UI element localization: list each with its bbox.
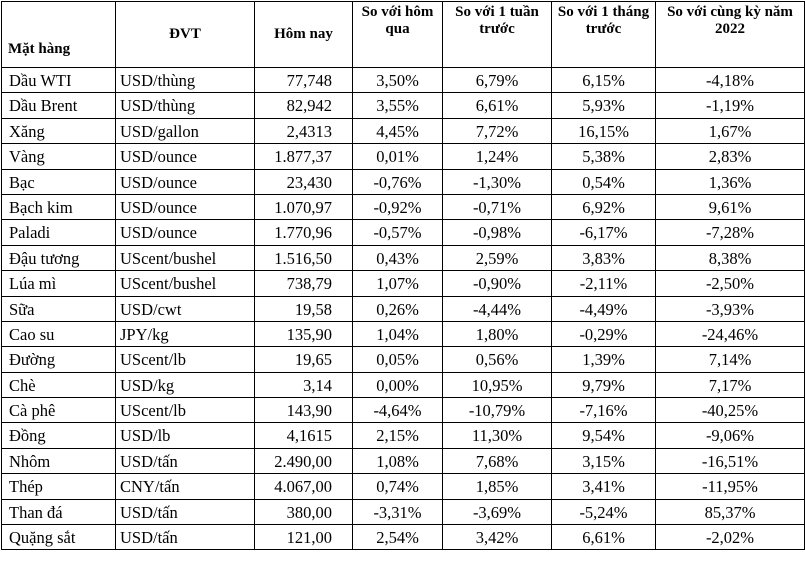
table-body — [2, 68, 805, 550]
cell-vs-yesterday: 2,15% — [353, 423, 443, 448]
cell-vs-yesterday: 0,01% — [353, 144, 443, 169]
cell-vs-year: 7,17% — [656, 372, 805, 397]
cell-item: Lúa mì — [2, 271, 116, 296]
cell-unit: UScent/bushel — [116, 271, 255, 296]
table-row — [2, 169, 805, 194]
cell-vs-week: 7,72% — [443, 118, 552, 143]
cell-item: Chè — [2, 372, 116, 397]
cell-vs-week: 0,56% — [443, 347, 552, 372]
cell-item: Vàng — [2, 144, 116, 169]
cell-vs-week: 1,85% — [443, 474, 552, 499]
cell-item: Đậu tương — [2, 245, 116, 270]
table-row — [2, 474, 805, 499]
table-row — [2, 144, 805, 169]
cell-vs-year: -11,95% — [656, 474, 805, 499]
cell-unit: USD/cwt — [116, 296, 255, 321]
cell-vs-year: 9,61% — [656, 194, 805, 219]
cell-item: Đồng — [2, 423, 116, 448]
cell-today: 4,1615 — [255, 423, 353, 448]
cell-vs-year: -9,06% — [656, 423, 805, 448]
cell-vs-week: -0,90% — [443, 271, 552, 296]
table-row — [2, 194, 805, 219]
cell-today: 380,00 — [255, 499, 353, 524]
cell-today: 77,748 — [255, 68, 353, 93]
cell-vs-month: 3,41% — [552, 474, 656, 499]
table-row — [2, 499, 805, 524]
cell-today: 2,4313 — [255, 118, 353, 143]
cell-vs-year: -4,18% — [656, 68, 805, 93]
cell-vs-week: 6,61% — [443, 93, 552, 118]
cell-vs-yesterday: -0,76% — [353, 169, 443, 194]
cell-unit: JPY/kg — [116, 321, 255, 346]
table-row — [2, 347, 805, 372]
header-today: Hôm nay — [255, 2, 353, 68]
cell-today: 3,14 — [255, 372, 353, 397]
cell-vs-week: 1,24% — [443, 144, 552, 169]
cell-unit: USD/ounce — [116, 169, 255, 194]
cell-vs-year: -24,46% — [656, 321, 805, 346]
cell-item: Thép — [2, 474, 116, 499]
cell-vs-yesterday: -0,92% — [353, 194, 443, 219]
cell-item: Than đá — [2, 499, 116, 524]
cell-item: Dầu WTI — [2, 68, 116, 93]
table-row — [2, 271, 805, 296]
cell-vs-year: -7,28% — [656, 220, 805, 245]
cell-today: 4.067,00 — [255, 474, 353, 499]
header-item: Mặt hàng — [2, 2, 116, 68]
cell-vs-month: 3,83% — [552, 245, 656, 270]
cell-unit: UScent/lb — [116, 347, 255, 372]
cell-vs-month: 5,38% — [552, 144, 656, 169]
cell-vs-month: -5,24% — [552, 499, 656, 524]
cell-item: Đường — [2, 347, 116, 372]
cell-vs-week: 7,68% — [443, 448, 552, 473]
cell-vs-month: -7,16% — [552, 398, 656, 423]
cell-vs-week: -10,79% — [443, 398, 552, 423]
table-row — [2, 372, 805, 397]
cell-unit: USD/ounce — [116, 144, 255, 169]
cell-vs-yesterday: -0,57% — [353, 220, 443, 245]
cell-item: Nhôm — [2, 448, 116, 473]
table-row — [2, 296, 805, 321]
cell-vs-yesterday: 0,26% — [353, 296, 443, 321]
cell-today: 121,00 — [255, 525, 353, 550]
cell-today: 1.070,97 — [255, 194, 353, 219]
cell-vs-yesterday: 1,04% — [353, 321, 443, 346]
table-row — [2, 245, 805, 270]
cell-vs-yesterday: 3,50% — [353, 68, 443, 93]
table-row — [2, 321, 805, 346]
cell-vs-yesterday: 0,05% — [353, 347, 443, 372]
cell-vs-month: 1,39% — [552, 347, 656, 372]
cell-vs-month: 9,79% — [552, 372, 656, 397]
cell-unit: CNY/tấn — [116, 474, 255, 499]
cell-unit: USD/thùng — [116, 68, 255, 93]
cell-today: 19,58 — [255, 296, 353, 321]
cell-vs-year: 7,14% — [656, 347, 805, 372]
table-row — [2, 448, 805, 473]
cell-item: Cao su — [2, 321, 116, 346]
cell-vs-month: 6,92% — [552, 194, 656, 219]
cell-vs-month: -6,17% — [552, 220, 656, 245]
cell-vs-month: 6,15% — [552, 68, 656, 93]
cell-vs-week: -4,44% — [443, 296, 552, 321]
cell-today: 135,90 — [255, 321, 353, 346]
cell-item: Sữa — [2, 296, 116, 321]
cell-vs-year: -2,02% — [656, 525, 805, 550]
cell-vs-week: 3,42% — [443, 525, 552, 550]
cell-unit: USD/thùng — [116, 93, 255, 118]
cell-vs-week: 6,79% — [443, 68, 552, 93]
table-row — [2, 220, 805, 245]
header-vs-week: So với 1 tuần trước — [443, 2, 552, 68]
cell-item: Bạc — [2, 169, 116, 194]
cell-unit: USD/tấn — [116, 448, 255, 473]
cell-vs-month: 3,15% — [552, 448, 656, 473]
cell-vs-yesterday: 4,45% — [353, 118, 443, 143]
cell-unit: USD/lb — [116, 423, 255, 448]
cell-vs-yesterday: 1,07% — [353, 271, 443, 296]
cell-today: 738,79 — [255, 271, 353, 296]
cell-vs-yesterday: 3,55% — [353, 93, 443, 118]
cell-unit: USD/kg — [116, 372, 255, 397]
cell-vs-month: 0,54% — [552, 169, 656, 194]
header-unit: ĐVT — [116, 2, 255, 68]
cell-item: Cà phê — [2, 398, 116, 423]
cell-vs-week: -1,30% — [443, 169, 552, 194]
cell-vs-year: -16,51% — [656, 448, 805, 473]
cell-unit: USD/tấn — [116, 525, 255, 550]
cell-vs-week: -0,98% — [443, 220, 552, 245]
header-vs-month: So với 1 tháng trước — [552, 2, 656, 68]
cell-today: 23,430 — [255, 169, 353, 194]
cell-today: 1.877,37 — [255, 144, 353, 169]
cell-item: Paladi — [2, 220, 116, 245]
cell-vs-year: -1,19% — [656, 93, 805, 118]
header-vs-year: So với cùng kỳ năm 2022 — [656, 2, 805, 68]
cell-today: 1.770,96 — [255, 220, 353, 245]
header-vs-yesterday: So với hôm qua — [353, 2, 443, 68]
cell-vs-week: 11,30% — [443, 423, 552, 448]
cell-unit: UScent/lb — [116, 398, 255, 423]
cell-vs-year: 8,38% — [656, 245, 805, 270]
cell-vs-month: 16,15% — [552, 118, 656, 143]
cell-unit: USD/ounce — [116, 220, 255, 245]
cell-vs-yesterday: -4,64% — [353, 398, 443, 423]
cell-vs-month: -4,49% — [552, 296, 656, 321]
cell-vs-year: -2,50% — [656, 271, 805, 296]
cell-unit: USD/ounce — [116, 194, 255, 219]
cell-unit: UScent/bushel — [116, 245, 255, 270]
cell-unit: USD/gallon — [116, 118, 255, 143]
cell-vs-week: -3,69% — [443, 499, 552, 524]
cell-item: Xăng — [2, 118, 116, 143]
table-row — [2, 118, 805, 143]
table-row — [2, 398, 805, 423]
cell-vs-week: 2,59% — [443, 245, 552, 270]
cell-vs-year: 85,37% — [656, 499, 805, 524]
cell-vs-year: -3,93% — [656, 296, 805, 321]
table-row — [2, 93, 805, 118]
cell-vs-yesterday: 2,54% — [353, 525, 443, 550]
commodity-price-table — [1, 1, 805, 550]
cell-vs-year: -40,25% — [656, 398, 805, 423]
table-row — [2, 423, 805, 448]
cell-item: Bạch kim — [2, 194, 116, 219]
cell-vs-year: 1,67% — [656, 118, 805, 143]
cell-vs-yesterday: 0,74% — [353, 474, 443, 499]
cell-today: 1.516,50 — [255, 245, 353, 270]
cell-vs-yesterday: -3,31% — [353, 499, 443, 524]
cell-vs-month: 6,61% — [552, 525, 656, 550]
cell-vs-week: 10,95% — [443, 372, 552, 397]
cell-unit: USD/tấn — [116, 499, 255, 524]
cell-vs-week: -0,71% — [443, 194, 552, 219]
table-header-row — [2, 2, 805, 68]
table-row — [2, 525, 805, 550]
cell-vs-month: -0,29% — [552, 321, 656, 346]
cell-today: 19,65 — [255, 347, 353, 372]
cell-today: 82,942 — [255, 93, 353, 118]
cell-item: Quặng sắt — [2, 525, 116, 550]
cell-vs-year: 2,83% — [656, 144, 805, 169]
table-row — [2, 68, 805, 93]
cell-vs-yesterday: 0,43% — [353, 245, 443, 270]
cell-vs-month: -2,11% — [552, 271, 656, 296]
cell-vs-year: 1,36% — [656, 169, 805, 194]
cell-vs-yesterday: 1,08% — [353, 448, 443, 473]
cell-vs-week: 1,80% — [443, 321, 552, 346]
cell-today: 143,90 — [255, 398, 353, 423]
cell-vs-yesterday: 0,00% — [353, 372, 443, 397]
cell-vs-month: 5,93% — [552, 93, 656, 118]
cell-vs-month: 9,54% — [552, 423, 656, 448]
cell-item: Dầu Brent — [2, 93, 116, 118]
cell-today: 2.490,00 — [255, 448, 353, 473]
